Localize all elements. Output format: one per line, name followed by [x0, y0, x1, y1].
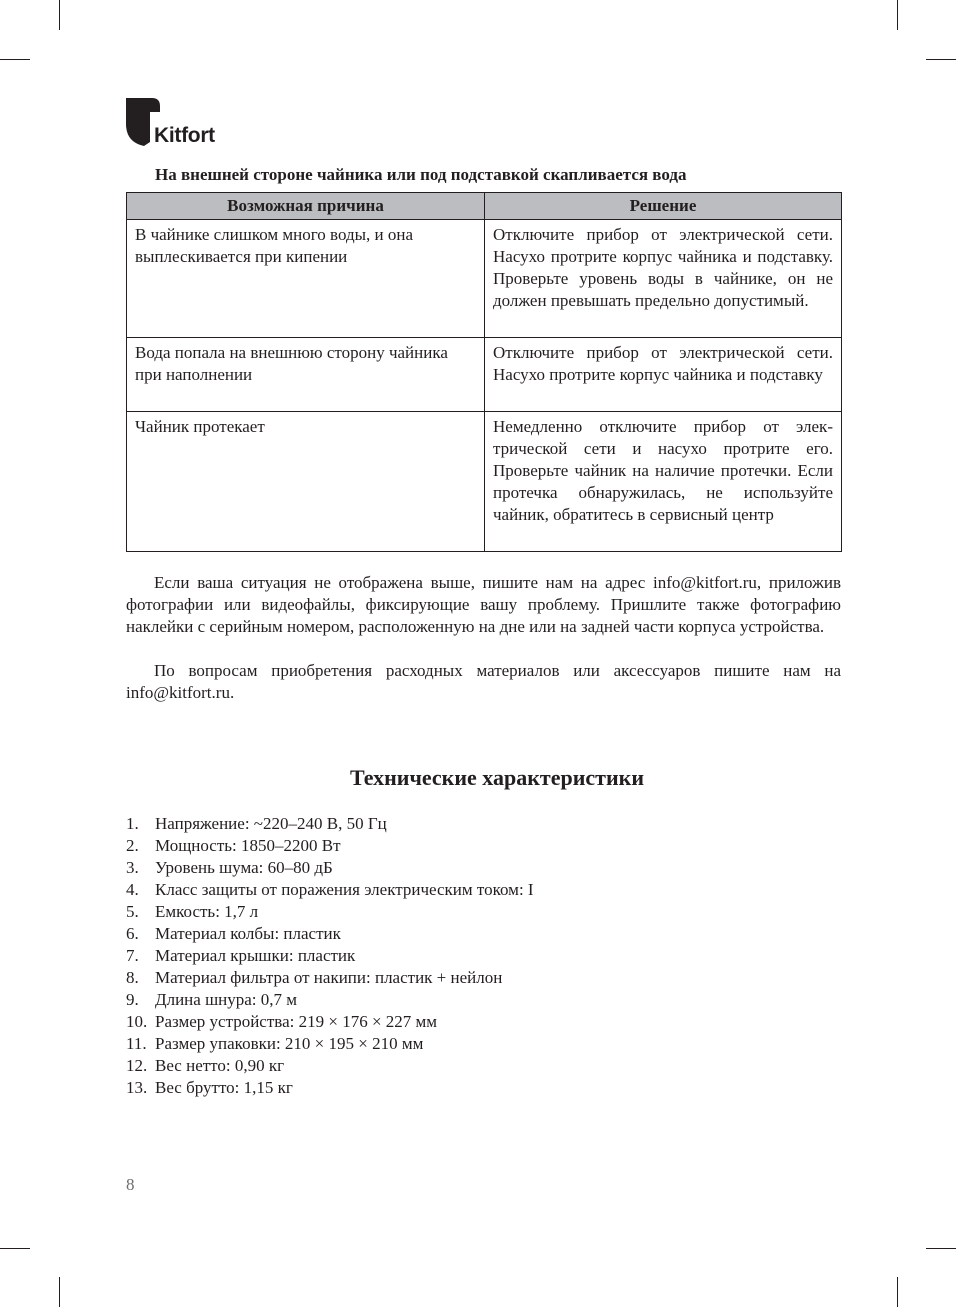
cause-cell: Вода попала на внешнюю сторону чайника при наполнении	[127, 338, 485, 412]
item-text: Размер упаковки: 210 × 195 × 210 мм	[155, 1034, 424, 1053]
item-number: 4.	[126, 880, 139, 899]
list-item	[126, 879, 841, 901]
cause-cell: В чайнике слишком много воды, и она выплескивается при кипении	[127, 220, 485, 338]
list-item	[126, 967, 841, 989]
crop-mark	[926, 59, 956, 60]
header-cause: Возможная причина	[127, 193, 485, 220]
troubleshooting-table	[126, 192, 842, 552]
item-number: 9.	[126, 990, 139, 1009]
specs-title: Технические характеристики	[349, 765, 645, 790]
item-text: Вес нетто: 0,90 кг	[155, 1056, 285, 1075]
crop-mark	[897, 1277, 898, 1307]
brand-name: Kitfort	[154, 124, 215, 147]
item-number: 5.	[126, 902, 139, 921]
item-text: Емкость: 1,7 л	[155, 902, 259, 921]
item-number: 1.	[126, 814, 139, 833]
solution-cell: Отключите прибор от электрической сети. Насухо протрите корпус чайника и подставку	[485, 338, 842, 412]
item-number: 8.	[126, 968, 139, 987]
item-text: Вес брутто: 1,15 кг	[155, 1078, 293, 1097]
crop-mark	[0, 59, 30, 60]
item-text: Материал крышки: пластик	[155, 946, 356, 965]
solution-cell: Отключите прибор от электрической сети. Насухо протрите корпус чайника и подставку. Проверьте уровень воды в чайнике, он не должен превышать предельно допустимый.	[485, 220, 842, 338]
header-solution: Решение	[485, 193, 842, 220]
crop-mark	[0, 1248, 30, 1249]
list-item	[126, 923, 841, 945]
item-number: 13.	[126, 1078, 148, 1097]
page-number: 8	[126, 1175, 135, 1194]
table-row	[127, 338, 842, 412]
crop-mark	[59, 1277, 60, 1307]
item-number: 2.	[126, 836, 139, 855]
item-number: 7.	[126, 946, 139, 965]
accessories-paragraph: По вопросам приобретения расходных материалов или аксессуаров пишите нам на info@kitfort.ru.	[126, 661, 841, 702]
list-item	[126, 1055, 841, 1077]
list-item	[126, 945, 841, 967]
crop-mark	[926, 1248, 956, 1249]
list-item	[126, 989, 841, 1011]
table-row	[127, 412, 842, 552]
brand-logo	[126, 98, 246, 150]
list-item	[126, 901, 841, 923]
item-number: 10.	[126, 1012, 148, 1031]
item-text: Мощность: 1850–2200 Вт	[155, 836, 341, 855]
cause-cell: Чайник протекает	[127, 412, 485, 552]
item-text: Материал фильтра от накипи: пластик + нейлон	[155, 968, 503, 987]
solution-cell: Немедленно отключите прибор от электрической сети и насухо протрите его. Проверьте чайник на наличие протечки. Если протечка обнаружилась, не используйте чайник, обратитесь в сервисный центр	[485, 412, 842, 552]
item-text: Материал колбы: пластик	[155, 924, 341, 943]
contact-paragraph: Если ваша ситуация не отображена выше, пишите нам на адрес info@kitfort.ru, приложив фотографии или видеофайлы, фиксирующие вашу проблему. Пришлите также фотографию наклейки с серийным номером, расположенную на дне или на задней части корпуса устройства.	[126, 573, 841, 636]
list-item	[126, 1077, 841, 1099]
specs-list	[126, 813, 841, 1099]
list-item	[126, 835, 841, 857]
list-item	[126, 1011, 841, 1033]
item-text: Напряжение: ~220–240 В, 50 Гц	[155, 814, 387, 833]
crop-mark	[897, 0, 898, 30]
item-text: Размер устройства: 219 × 176 × 227 мм	[155, 1012, 438, 1031]
item-number: 3.	[126, 858, 139, 877]
item-number: 6.	[126, 924, 139, 943]
list-item	[126, 813, 841, 835]
troubleshooting-title: На внешней стороне чайника или под подставкой скапливается вода	[155, 165, 687, 184]
list-item	[126, 857, 841, 879]
crop-mark	[59, 0, 60, 30]
table-row	[127, 220, 842, 338]
table-header-row	[127, 193, 842, 220]
list-item	[126, 1033, 841, 1055]
item-text: Класс защиты от поражения электрическим током: I	[155, 880, 534, 899]
item-number: 12.	[126, 1056, 148, 1075]
item-text: Уровень шума: 60–80 дБ	[155, 858, 333, 877]
item-text: Длина шнура: 0,7 м	[155, 990, 298, 1009]
item-number: 11.	[126, 1034, 147, 1053]
